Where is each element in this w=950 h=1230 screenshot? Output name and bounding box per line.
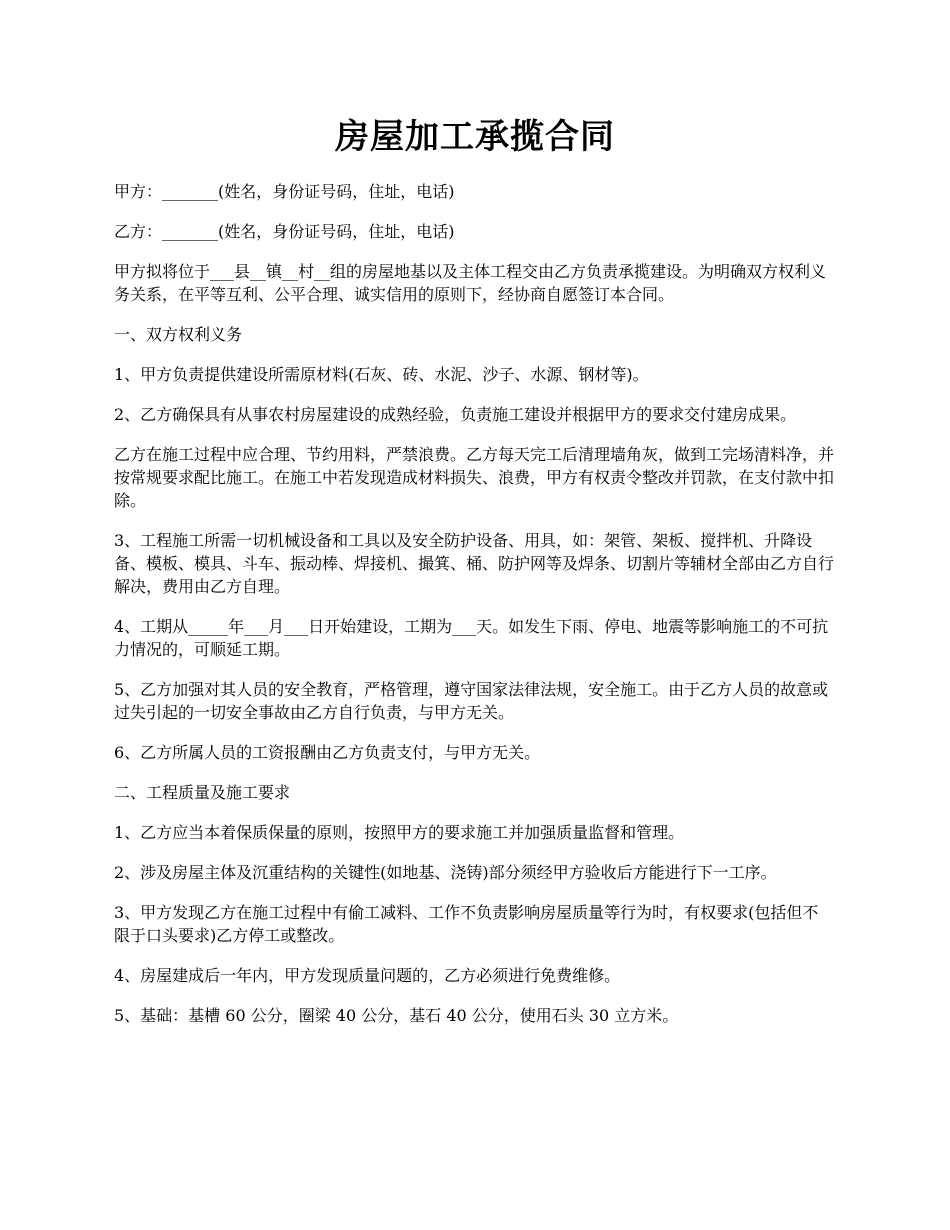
clause-paragraph: 3、甲方发现乙方在施工过程中有偷工减料、工作不负责影响房屋质量等行为时，有权要求(包括但不限于口头要求)乙方停工或整改。 [114, 903, 819, 945]
document-title: 房屋加工承揽合同 [335, 117, 615, 157]
section-heading-rights: 一、双方权利义务 [114, 325, 243, 344]
document-body [114, 180, 834, 1044]
party-b-line: 乙方：_______(姓名，身份证号码，住址，电话) [114, 222, 455, 241]
clause-paragraph: 5、基础：基槽 60 公分，圈梁 40 公分，基石 40 公分，使用石头 30 立方米。 [114, 1006, 679, 1025]
clause-paragraph: 1、甲方负责提供建设所需原材料(石灰、砖、水泥、沙子、水源、钢材等)。 [114, 365, 649, 384]
preamble-paragraph: 甲方拟将位于___县__镇__村__组的房屋地基以及主体工程交由乙方负责承揽建设。为明确双方权利义务关系，在平等互利、公平合理、诚实信用的原则下，经协商自愿签订本合同。 [114, 262, 827, 304]
clause-paragraph: 3、工程施工所需一切机械设备和工具以及安全防护设备、用具，如：架管、架板、搅拌机、升降设备、模板、模具、斗车、振动棒、焊接机、撮箕、桶、防护网等及焊条、切割片等辅材全部由乙方自行解决，费用由乙方自理。 [114, 531, 835, 596]
clause-paragraph: 2、涉及房屋主体及沉重结构的关键性(如地基、浇铸)部分须经甲方验收后方能进行下一工序。 [114, 863, 777, 882]
section-heading-quality: 二、工程质量及施工要求 [114, 783, 291, 802]
clause-paragraph: 4、工期从_____年___月___日开始建设，工期为___天。如发生下雨、停电、地震等影响施工的不可抗力情况的，可顺延工期。 [114, 617, 829, 659]
clause-paragraph: 1、乙方应当本着保质保量的原则，按照甲方的要求施工并加强质量监督和管理。 [114, 823, 685, 842]
party-a-line: 甲方：_______(姓名，身份证号码，住址，电话) [114, 182, 455, 201]
clause-paragraph: 6、乙方所属人员的工资报酬由乙方负责支付，与甲方无关。 [114, 743, 541, 762]
clause-paragraph: 乙方在施工过程中应合理、节约用料，严禁浪费。乙方每天完工后清理墙角灰，做到工完场清料净，并按常规要求配比施工。在施工中若发现造成材料损失、浪费，甲方有权责令整改并罚款，在支付款中扣除。 [114, 445, 835, 510]
clause-paragraph: 4、房屋建成后一年内，甲方发现质量问题的，乙方必须进行免费维修。 [114, 966, 621, 985]
clause-paragraph: 5、乙方加强对其人员的安全教育，严格管理，遵守国家法律法规，安全施工。由于乙方人员的故意或过失引起的一切安全事故由乙方自行负责，与甲方无关。 [114, 680, 829, 722]
clause-paragraph: 2、乙方确保具有从事农村房屋建设的成熟经验，负责施工建设并根据甲方的要求交付建房成果。 [114, 405, 797, 424]
